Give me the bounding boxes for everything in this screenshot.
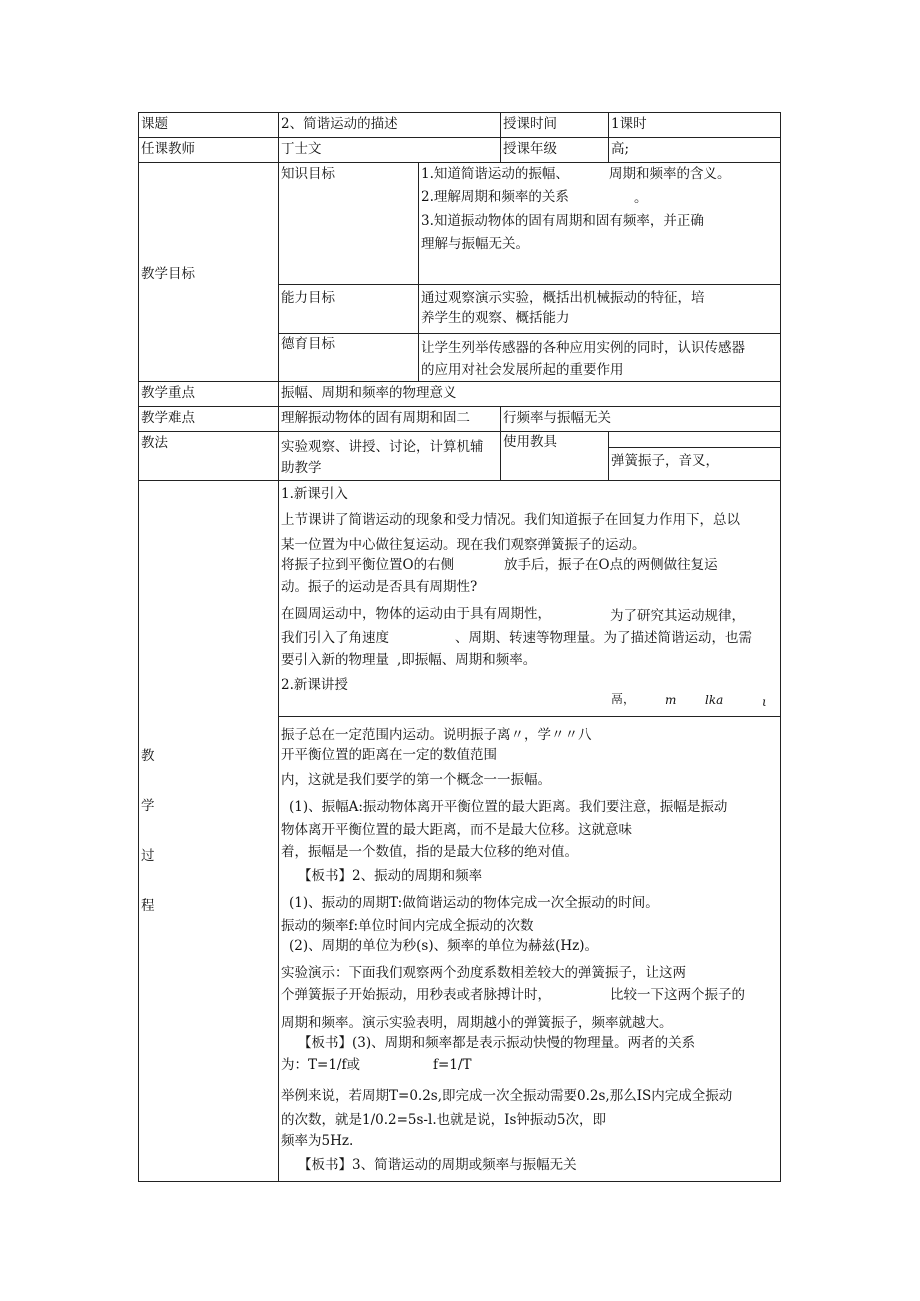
process-line: 振动的频率f:单位时间内完成全振动的次数 (281, 918, 534, 934)
table-border-bottom (138, 1181, 781, 1182)
knowledge-line: 理解与振幅无关。 (421, 236, 529, 252)
knowledge-line: 2.理解周期和频率的关系 (421, 189, 569, 205)
process-line: 物体离开平衡位置的最大距离，而不是最大位移。这就意味 (281, 822, 632, 838)
moral-line: 的应用对社会发展所起的重要作用 (421, 362, 624, 378)
process-label-char: 学 (141, 798, 155, 814)
time-label: 授课时间 (503, 116, 557, 132)
process-line: 着，振幅是一个数值，指的是最大位移的绝对值。 (281, 844, 578, 860)
process-label-char: 教 (141, 748, 155, 764)
knowledge-line: 周期和频率的含义。 (609, 166, 731, 182)
process-line: 振子总在一定范围内运动。说明振子离〃，学〃〃八 (281, 727, 592, 743)
row-line (278, 333, 781, 334)
process-line: f=1/T (433, 1057, 472, 1073)
tools-cell-line (608, 447, 781, 448)
process-line: 鬲， (611, 692, 636, 706)
ability-label: 能力目标 (281, 290, 335, 306)
process-line: 在圆周运动中，物体的运动由于具有周期性， (281, 606, 551, 622)
grade-value: 高; (611, 141, 630, 157)
process-label-char: 程 (141, 898, 155, 914)
difficulty-value: 理解振动物体的固有周期和固二 (281, 410, 470, 426)
row-line (138, 137, 781, 138)
method-line: 实验观察、讲授、讨论，计算机辅 (281, 439, 484, 455)
process-line: 放手后，振子在O点的两侧做往复运 (504, 557, 718, 573)
col-line (418, 162, 419, 381)
process-line: (2)、周期的单位为秒(s)、频率的单位为赫兹(Hz)。 (289, 938, 599, 954)
key-point-value: 振幅、周期和频率的物理意义 (281, 385, 457, 401)
process-line: 举例来说，若周期T=0.2s,即完成一次全振动需要0.2s,那么IS内完成全振动 (281, 1088, 733, 1104)
process-line: 【板书】3、简谐运动的周期或频率与振幅无关 (298, 1157, 577, 1173)
process-line: 、周期、转速等物理量。为了描述简谐运动，也需 (455, 630, 752, 646)
teacher-value: 丁士文 (281, 141, 322, 157)
process-line: ,即振幅、周期和频率。 (397, 652, 537, 668)
knowledge-line: 。 (634, 190, 648, 206)
process-line: 某一位置为中心做往复运动。现在我们观察弹簧振子的运动。 (281, 537, 646, 553)
row-line (138, 431, 781, 432)
row-line (138, 381, 781, 382)
moral-line: 让学生列举传感器的各种应用实例的同时，认识传感器 (421, 340, 745, 356)
teacher-label: 任课教师 (141, 141, 195, 157)
difficulty-label: 教学难点 (141, 410, 195, 426)
col-line (608, 431, 609, 480)
process-line: m (665, 693, 677, 707)
row-line (138, 162, 781, 163)
table-border-right (780, 112, 781, 1182)
process-line: 为：T=1/f或 (281, 1057, 360, 1073)
process-line: (1)、振动的周期T:做简谐运动的物体完成一次全振动的时间。 (289, 895, 659, 911)
process-line: 要引入新的物理量 (281, 652, 389, 668)
row-line (138, 406, 781, 407)
process-line: 个弹簧振子开始振动，用秒表或者脉搏计时， (281, 987, 551, 1003)
knowledge-label: 知识目标 (281, 166, 335, 182)
process-line: 2.新课讲授 (281, 677, 348, 693)
row-line (278, 716, 781, 717)
process-line: ι (762, 695, 767, 709)
process-line: 动。振子的运动是否具有周期性? (281, 579, 478, 595)
table-border-left (138, 112, 139, 1182)
ability-line: 养学生的观察、概括能力 (421, 310, 570, 326)
col-line (608, 112, 609, 162)
process-line: 我们引入了角速度 (281, 630, 389, 646)
key-point-label: 教学重点 (141, 385, 195, 401)
process-line: 频率为5Hz. (281, 1133, 354, 1149)
knowledge-line: 1.知道简谐运动的振幅、 (421, 166, 569, 182)
row-line (278, 284, 781, 285)
process-line: 开平衡位置的距离在一定的数值范围 (281, 747, 497, 763)
tools-label: 使用教具 (503, 434, 557, 450)
row-line (138, 480, 781, 481)
process-line: 【板书】(3)、周期和频率都是表示振动快慢的物理量。两者的关系 (298, 1035, 696, 1051)
topic-value: 2、简谐运动的描述 (281, 116, 398, 132)
grade-label: 授课年级 (503, 141, 557, 157)
process-line: 实验演示：下面我们观察两个劲度系数相差较大的弹簧振子，让这两 (281, 965, 686, 981)
table-border-top (138, 112, 781, 113)
method-label: 教法 (141, 435, 168, 451)
difficulty-value: 行频率与振幅无关 (503, 410, 611, 426)
process-line: lka (705, 693, 724, 707)
process-line: (1)、振幅A:振动物体离开平衡位置的最大距离。我们要注意，振幅是振动 (289, 799, 728, 815)
process-line: 周期和频率。演示实验表明，周期越小的弹簧振子，频率就越大。 (281, 1015, 673, 1031)
process-line: 【板书】2、振动的周期和频率 (298, 868, 483, 884)
process-line: 为了研究其运动规律， (610, 608, 745, 624)
tools-value: 弹簧振子，音叉， (611, 453, 719, 469)
col-line (500, 406, 501, 480)
col-line (278, 112, 279, 1182)
process-line: 比较一下这两个振子的 (610, 987, 745, 1003)
process-line: 将振子拉到平衡位置O的右侧 (281, 557, 455, 573)
process-label-char: 过 (141, 848, 155, 864)
process-line: 的次数，就是1/0.2=5s-l.也就是说，Is钟振动5次，即 (281, 1112, 606, 1128)
process-line: 内，这就是我们要学的第一个概念一一振幅。 (281, 772, 551, 788)
time-value: 1课时 (611, 116, 647, 132)
col-line (500, 112, 501, 162)
moral-label: 德育目标 (281, 336, 335, 352)
topic-label: 课题 (141, 116, 168, 132)
process-line: 上节课讲了简谐运动的现象和受力情况。我们知道振子在回复力作用下，总以 (281, 512, 740, 528)
ability-line: 通过观察演示实验，概括出机械振动的特征，培 (421, 290, 705, 306)
knowledge-line: 3.知道振动物体的固有周期和固有频率，并正确 (421, 213, 704, 229)
method-line: 助教学 (281, 460, 322, 476)
process-line: 1.新课引入 (281, 486, 348, 502)
objectives-label: 教学目标 (141, 266, 195, 282)
